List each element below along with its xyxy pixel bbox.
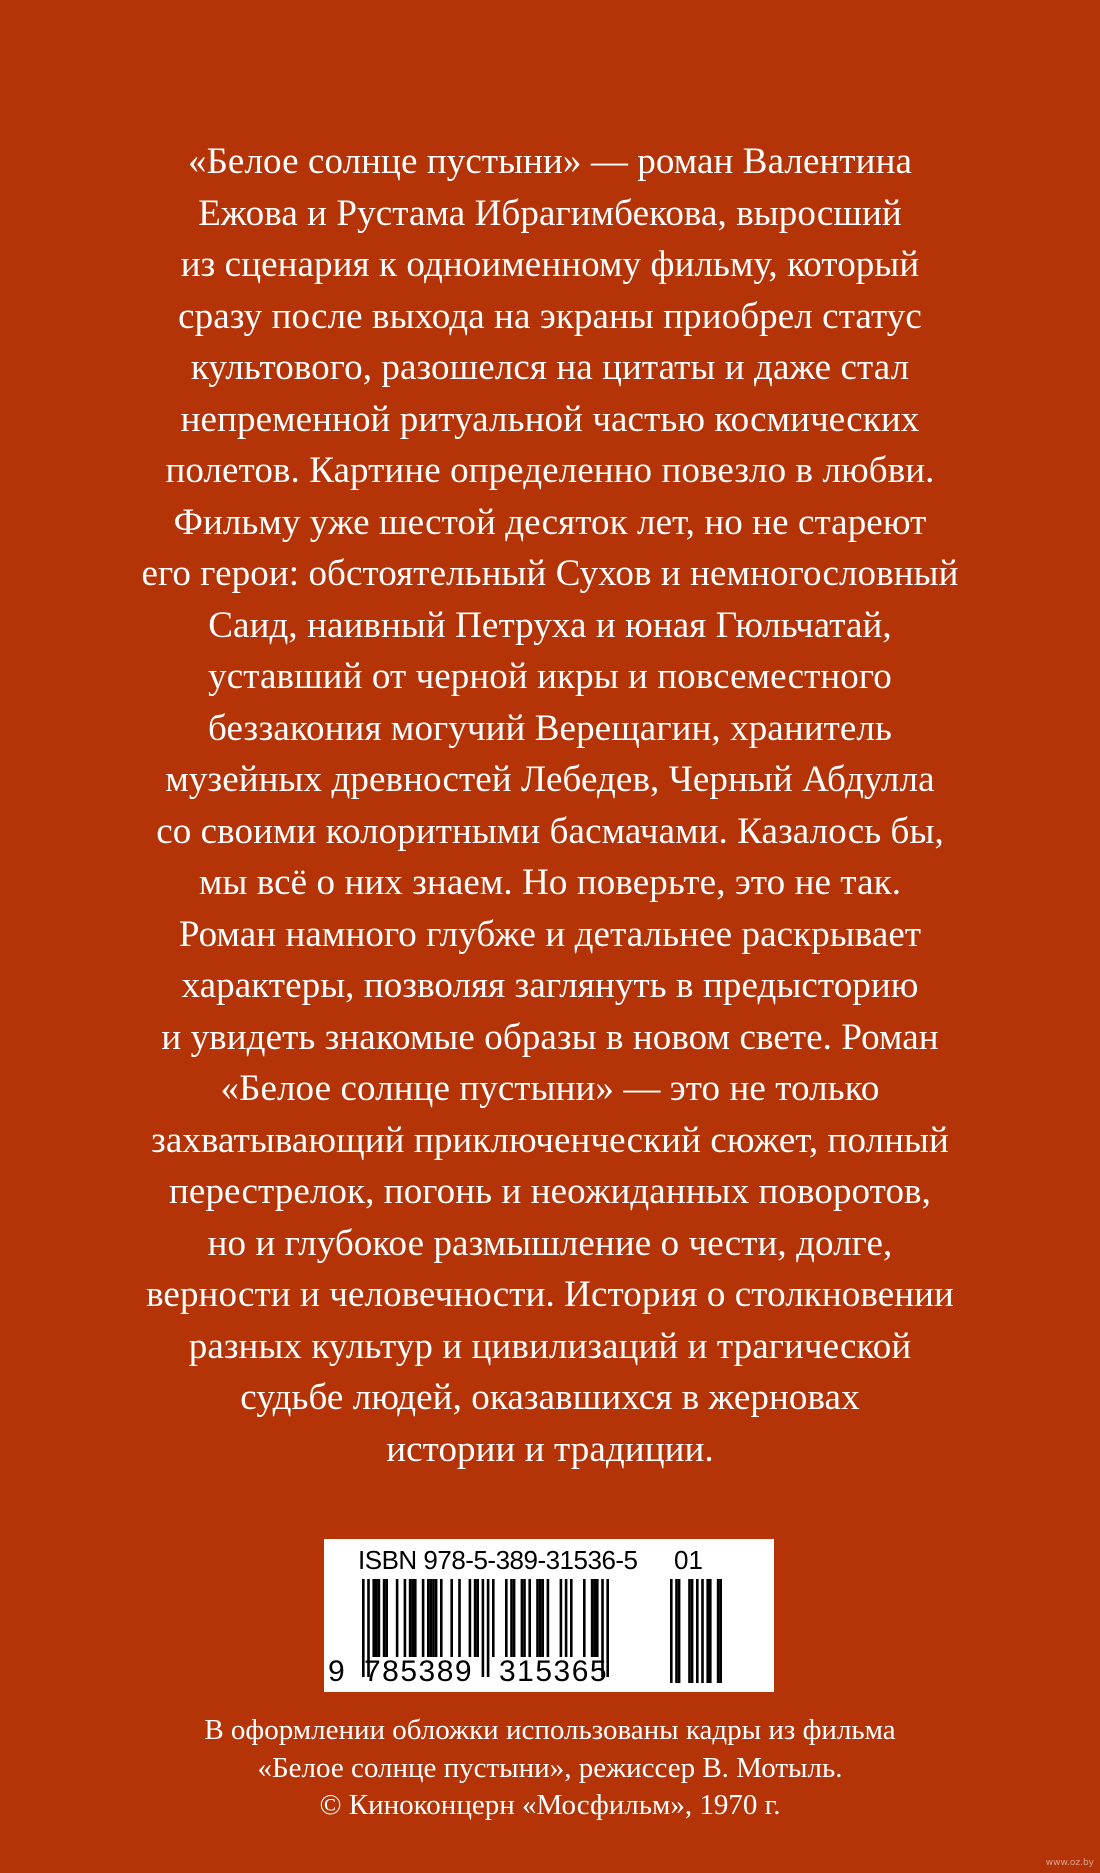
barcode-addon-bar <box>701 1579 704 1683</box>
barcode-bar <box>427 1579 430 1657</box>
barcode-bar <box>385 1579 388 1657</box>
barcode-bar <box>476 1579 479 1657</box>
description-line: беззакония могучий Верещагин, хранитель <box>208 707 892 749</box>
barcode-addon-bar <box>696 1579 699 1683</box>
barcode-first-digit: 9 <box>328 1655 347 1688</box>
description-line: но и глубокое размышление о чести, долге, <box>207 1222 893 1264</box>
barcode-bar <box>513 1579 516 1657</box>
barcode-bar <box>474 1579 477 1657</box>
barcode-bar <box>539 1579 542 1657</box>
description-line: непременной ритуальной частью космических <box>180 398 920 440</box>
barcode-bar <box>440 1579 443 1657</box>
barcode-bar <box>591 1579 594 1657</box>
barcode-bar <box>541 1579 544 1657</box>
barcode-bar <box>521 1579 524 1657</box>
barcode-bar <box>432 1579 435 1657</box>
credits-line: «Белое солнце пустыни», режиссер В. Мотыль. <box>257 1751 843 1784</box>
description-line: захватывающий приключенческий сюжет, полный <box>151 1119 949 1161</box>
barcode-right-digits: 315365 <box>499 1655 609 1688</box>
description-line: характеры, позволяя заглянуть в предысторию <box>181 965 919 1006</box>
site-watermark: www.oz.by <box>1045 1858 1094 1868</box>
barcode-bar <box>570 1579 573 1657</box>
barcode-addon-bar <box>678 1579 681 1683</box>
barcode-left-digits: 785389 <box>364 1655 474 1688</box>
barcode-bar <box>404 1579 407 1657</box>
barcode-bar <box>528 1579 531 1657</box>
credits-line: © Киноконцерн «Мосфильм», 1970 г. <box>319 1789 781 1821</box>
description-line: Саид, наивный Петруха и юная Гюльчатай, <box>208 604 892 646</box>
description-line: истории и традиции. <box>386 1428 714 1470</box>
barcode-bar <box>492 1579 495 1657</box>
barcode-bar <box>482 1579 485 1677</box>
description-line: сразу после выхода на экраны приобрел статус <box>178 295 922 337</box>
barcode-bar <box>414 1579 417 1657</box>
barcode-addon-bar <box>691 1579 694 1683</box>
credits-line: В оформлении обложки использованы кадры из фильма <box>204 1714 896 1746</box>
barcode-bar <box>487 1579 490 1677</box>
description-line: судьбе людей, оказавшихся в жерновах <box>240 1377 860 1418</box>
barcode-bar <box>409 1579 412 1657</box>
barcode-bar <box>372 1579 375 1657</box>
barcode-bar <box>411 1579 414 1657</box>
cover-credits <box>40 1712 1060 1825</box>
description-line: уставший от черной икры и повсеместного <box>208 656 892 697</box>
barcode-addon-label: 01 <box>674 1545 703 1575</box>
barcode-bar <box>469 1579 472 1657</box>
barcode-bar <box>435 1579 438 1657</box>
barcode-addon-bar <box>670 1579 673 1683</box>
barcode-bar <box>523 1579 526 1657</box>
barcode-addon-bar <box>717 1579 720 1683</box>
description-line: музейных древностей Лебедев, Черный Абдулла <box>165 759 935 800</box>
barcode-bar <box>458 1579 461 1657</box>
description-line: его герои: обстоятельный Сухов и немногословный <box>141 553 959 594</box>
description-line: Ежова и Рустама Ибрагимбекова, выросший <box>198 192 902 234</box>
description-line: и увидеть знакомые образы в новом свете. Роман <box>161 1016 939 1058</box>
barcode-bar <box>596 1579 599 1657</box>
isbn-label: ISBN 978-5-389-31536-5 <box>358 1545 638 1575</box>
barcode-bar <box>450 1579 453 1657</box>
book-description <box>40 136 1060 1475</box>
description-line: мы всё о них знаем. Но поверьте, это не так. <box>198 862 902 903</box>
description-line: «Белое солнце пустыни» — это не только <box>220 1068 880 1109</box>
barcode-bar <box>583 1579 586 1657</box>
description-line: культового, разошелся на цитаты и даже стал <box>190 347 910 388</box>
description-line: из сценария к одноименному фильму, который <box>180 244 920 285</box>
barcode-bar <box>378 1579 381 1657</box>
description-line: верности и человечности. История о столкновении <box>146 1274 954 1315</box>
description-line: «Белое солнце пустыни» — роман Валентина <box>187 141 913 182</box>
barcode-bar <box>375 1579 378 1657</box>
description-line: Роман намного глубже и детальнее раскрывает <box>178 913 922 955</box>
description-line: Фильму уже шестой десяток лет, но не стареют <box>173 501 927 543</box>
barcode-bar <box>430 1579 433 1657</box>
barcode-bar <box>565 1579 568 1657</box>
barcode-bar <box>396 1579 399 1657</box>
barcode-addon-bar <box>719 1579 722 1683</box>
description-line: разных культур и цивилизаций и трагической <box>188 1325 912 1367</box>
description-line: со своими колоритными басмачами. Казалось бы, <box>156 810 944 852</box>
barcode-bar <box>383 1579 386 1657</box>
barcode-bar <box>505 1579 508 1657</box>
barcode-addon-bar <box>688 1579 691 1683</box>
barcode-bar <box>560 1579 563 1657</box>
barcode-addon-bar <box>706 1579 709 1683</box>
description-line: полетов. Картине определенно повезло в любви. <box>165 450 935 491</box>
barcode-bar <box>422 1579 425 1657</box>
isbn-barcode <box>324 1539 774 1692</box>
barcode-bar <box>547 1579 550 1657</box>
description-line: перестрелок, погонь и неожиданных поворотов, <box>169 1171 931 1212</box>
barcode-addon-bar <box>709 1579 712 1683</box>
barcode-addon-bar <box>675 1579 678 1683</box>
barcode-bar <box>593 1579 596 1657</box>
barcode-bar <box>510 1579 513 1657</box>
barcode-bar <box>536 1579 539 1657</box>
